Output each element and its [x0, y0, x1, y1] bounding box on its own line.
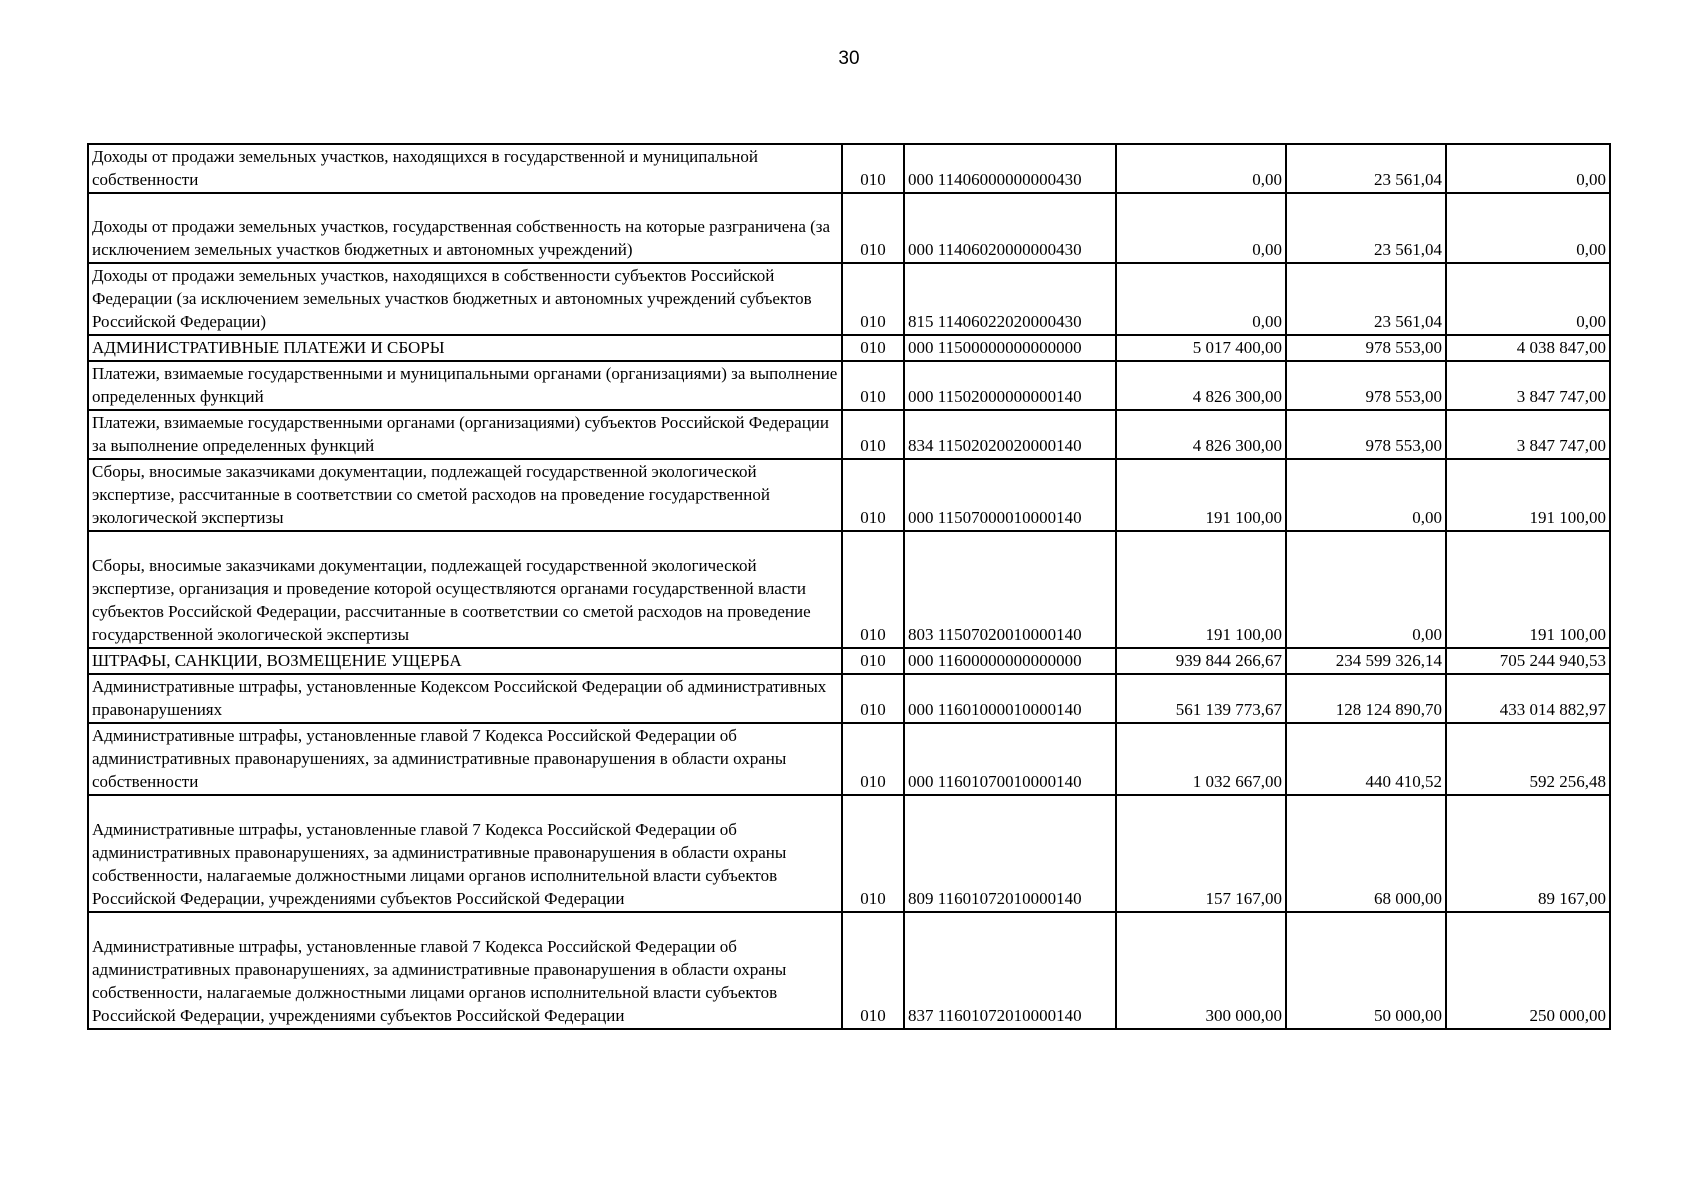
table-row [88, 410, 1610, 459]
approved-amount-cell: 157 167,00 [1116, 795, 1286, 912]
revenue-table [87, 143, 1611, 1030]
line-code-cell: 010 [842, 410, 904, 459]
income-name-cell: Административные штрафы, установленные Кодексом Российской Федерации об административных правонарушениях [88, 674, 842, 723]
budget-code-cell: 834 11502020020000140 [904, 410, 1116, 459]
line-code-cell: 010 [842, 674, 904, 723]
line-code-cell: 010 [842, 912, 904, 1029]
line-code-cell: 010 [842, 459, 904, 531]
approved-amount-cell: 561 139 773,67 [1116, 674, 1286, 723]
line-code-cell: 010 [842, 263, 904, 335]
income-name-cell: Административные штрафы, установленные главой 7 Кодекса Российской Федерации об административных правонарушениях, за административные правонарушения в области охраны собственности, налагаемые должностными лицами органов исполнительной власти субъектов Российской Федерации, учреждениями субъектов Российской Федерации [88, 795, 842, 912]
unexecuted-amount-cell: 0,00 [1446, 193, 1610, 263]
executed-amount-cell: 23 561,04 [1286, 193, 1446, 263]
unexecuted-amount-cell: 3 847 747,00 [1446, 361, 1610, 410]
income-name-cell: АДМИНИСТРАТИВНЫЕ ПЛАТЕЖИ И СБОРЫ [88, 335, 842, 361]
approved-amount-cell: 0,00 [1116, 193, 1286, 263]
unexecuted-amount-cell: 250 000,00 [1446, 912, 1610, 1029]
budget-code-cell: 803 11507020010000140 [904, 531, 1116, 648]
budget-code-cell: 000 11507000010000140 [904, 459, 1116, 531]
executed-amount-cell: 978 553,00 [1286, 335, 1446, 361]
approved-amount-cell: 0,00 [1116, 263, 1286, 335]
budget-code-cell: 000 11600000000000000 [904, 648, 1116, 674]
approved-amount-cell: 4 826 300,00 [1116, 410, 1286, 459]
unexecuted-amount-cell: 3 847 747,00 [1446, 410, 1610, 459]
income-name-cell: Платежи, взимаемые государственными органами (организациями) субъектов Российской Федерации за выполнение определенных функций [88, 410, 842, 459]
income-name-cell: Доходы от продажи земельных участков, государственная собственность на которые разграничена (за исключением земельных участков бюджетных и автономных учреждений) [88, 193, 842, 263]
line-code-cell: 010 [842, 795, 904, 912]
executed-amount-cell: 0,00 [1286, 531, 1446, 648]
executed-amount-cell: 50 000,00 [1286, 912, 1446, 1029]
table-row [88, 531, 1610, 648]
table-row [88, 361, 1610, 410]
unexecuted-amount-cell: 705 244 940,53 [1446, 648, 1610, 674]
income-name-cell: Доходы от продажи земельных участков, находящихся в государственной и муниципальной собственности [88, 144, 842, 193]
table-row [88, 912, 1610, 1029]
table-row [88, 795, 1610, 912]
page-number: 30 [838, 48, 860, 69]
income-name-cell: Сборы, вносимые заказчиками документации, подлежащей государственной экологической экспертизе, организация и проведение которой осуществляются органами государственной власти субъектов Российской Федерации, рассчитанные в соответствии со сметой расходов на проведение государственной экологической экспертизы [88, 531, 842, 648]
budget-code-cell: 000 11406000000000430 [904, 144, 1116, 193]
approved-amount-cell: 0,00 [1116, 144, 1286, 193]
executed-amount-cell: 23 561,04 [1286, 144, 1446, 193]
unexecuted-amount-cell: 191 100,00 [1446, 531, 1610, 648]
line-code-cell: 010 [842, 723, 904, 795]
table-row [88, 723, 1610, 795]
line-code-cell: 010 [842, 361, 904, 410]
table-row [88, 459, 1610, 531]
income-name-cell: Сборы, вносимые заказчиками документации, подлежащей государственной экологической экспертизе, рассчитанные в соответствии со сметой расходов на проведение государственной экологической экспертизы [88, 459, 842, 531]
executed-amount-cell: 0,00 [1286, 459, 1446, 531]
income-name-cell: Платежи, взимаемые государственными и муниципальными органами (организациями) за выполнение определенных функций [88, 361, 842, 410]
unexecuted-amount-cell: 89 167,00 [1446, 795, 1610, 912]
line-code-cell: 010 [842, 193, 904, 263]
budget-code-cell: 000 11406020000000430 [904, 193, 1116, 263]
line-code-cell: 010 [842, 144, 904, 193]
unexecuted-amount-cell: 592 256,48 [1446, 723, 1610, 795]
executed-amount-cell: 234 599 326,14 [1286, 648, 1446, 674]
income-name-cell: Административные штрафы, установленные главой 7 Кодекса Российской Федерации об административных правонарушениях, за административные правонарушения в области охраны собственности [88, 723, 842, 795]
income-name-cell: Административные штрафы, установленные главой 7 Кодекса Российской Федерации об административных правонарушениях, за административные правонарушения в области охраны собственности, налагаемые должностными лицами органов исполнительной власти субъектов Российской Федерации, учреждениями субъектов Российской Федерации [88, 912, 842, 1029]
unexecuted-amount-cell: 0,00 [1446, 263, 1610, 335]
executed-amount-cell: 23 561,04 [1286, 263, 1446, 335]
approved-amount-cell: 300 000,00 [1116, 912, 1286, 1029]
unexecuted-amount-cell: 433 014 882,97 [1446, 674, 1610, 723]
executed-amount-cell: 978 553,00 [1286, 361, 1446, 410]
approved-amount-cell: 191 100,00 [1116, 531, 1286, 648]
approved-amount-cell: 5 017 400,00 [1116, 335, 1286, 361]
approved-amount-cell: 939 844 266,67 [1116, 648, 1286, 674]
budget-code-cell: 809 11601072010000140 [904, 795, 1116, 912]
table-row [88, 144, 1610, 193]
budget-code-cell: 000 11601070010000140 [904, 723, 1116, 795]
executed-amount-cell: 978 553,00 [1286, 410, 1446, 459]
approved-amount-cell: 191 100,00 [1116, 459, 1286, 531]
table-row [88, 648, 1610, 674]
table-row [88, 674, 1610, 723]
line-code-cell: 010 [842, 531, 904, 648]
executed-amount-cell: 440 410,52 [1286, 723, 1446, 795]
approved-amount-cell: 1 032 667,00 [1116, 723, 1286, 795]
table-row [88, 193, 1610, 263]
line-code-cell: 010 [842, 648, 904, 674]
unexecuted-amount-cell: 0,00 [1446, 144, 1610, 193]
budget-code-cell: 837 11601072010000140 [904, 912, 1116, 1029]
executed-amount-cell: 68 000,00 [1286, 795, 1446, 912]
approved-amount-cell: 4 826 300,00 [1116, 361, 1286, 410]
unexecuted-amount-cell: 4 038 847,00 [1446, 335, 1610, 361]
budget-code-cell: 000 11502000000000140 [904, 361, 1116, 410]
budget-code-cell: 000 11601000010000140 [904, 674, 1116, 723]
income-name-cell: Доходы от продажи земельных участков, находящихся в собственности субъектов Российской Федерации (за исключением земельных участков бюджетных и автономных учреждений субъектов Российской Федерации) [88, 263, 842, 335]
table-row [88, 335, 1610, 361]
budget-code-cell: 815 11406022020000430 [904, 263, 1116, 335]
income-name-cell: ШТРАФЫ, САНКЦИИ, ВОЗМЕЩЕНИЕ УЩЕРБА [88, 648, 842, 674]
budget-code-cell: 000 11500000000000000 [904, 335, 1116, 361]
executed-amount-cell: 128 124 890,70 [1286, 674, 1446, 723]
line-code-cell: 010 [842, 335, 904, 361]
table-row [88, 263, 1610, 335]
unexecuted-amount-cell: 191 100,00 [1446, 459, 1610, 531]
